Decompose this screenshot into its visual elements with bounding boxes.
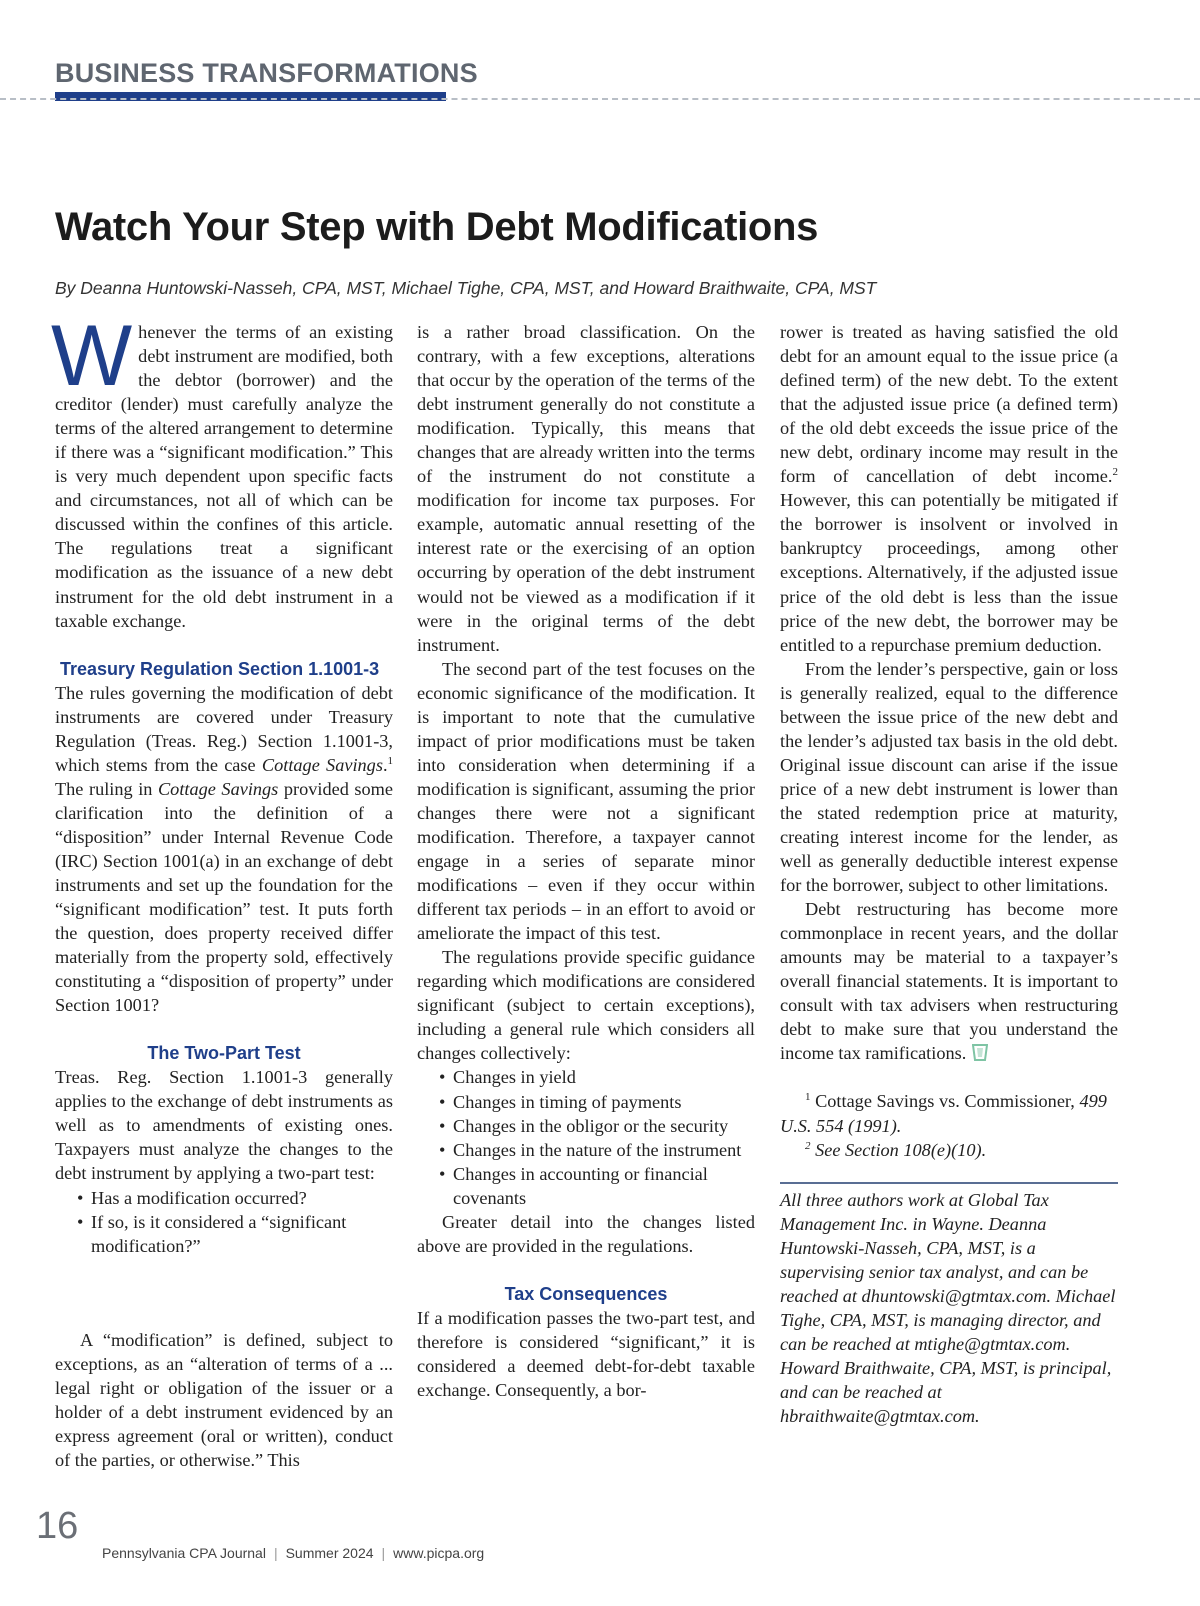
article-title: Watch Your Step with Debt Modifications — [55, 205, 819, 249]
intro-paragraph: Whenever the terms of an existing debt instrument are modified, both the debtor (borrower) and the creditor (lender) must carefully analyze the terms of the altered arrangement to determine if there was a “significant modification.” This is very much dependent upon specific facts and circumstances, not all of which can be discussed within the confines of this article. The regulations treat a significant modification as the issuance of a new debt instrument for the old debt instrument in a taxable exchange. — [51, 308, 393, 631]
subhead-two-part-test: The Two-Part Test — [147, 1043, 301, 1064]
paragraph-modification-definition-start: A “modification” is defined, subject to exceptions, as an “alteration of terms of a ... legal right or obligation of the issuer or a holder of a debt instrument evidenced by an express agreement (oral or written), conduct of the parties, or otherwise.” This — [55, 1330, 393, 1471]
paragraph-modification-definition-end: is a rather broad classification. On the contrary, with a few exceptions, alterations that occur by the operation of the terms of the debt instrument generally do not constitute a modification. Typically, this means that changes that are already written into the terms of the instrument do not constitute a modification for income tax purposes. For example, automatic annual resetting of the interest rate or the exercising of an option occurring by operation of the debt instrument would not be viewed as a modification if it were in the original terms of the debt instrument. — [417, 322, 755, 655]
page-number: 16 — [36, 1505, 79, 1547]
list-item: • Changes in yield — [439, 1065, 755, 1089]
list-item: • Changes in timing of payments — [439, 1090, 755, 1114]
paragraph-greater-detail: Greater detail into the changes listed above are provided in the regulations. — [417, 1211, 755, 1256]
column-3 — [780, 320, 1118, 1428]
publication-name: Pennsylvania CPA Journal — [102, 1545, 266, 1561]
website-link[interactable]: www.picpa.org — [393, 1545, 485, 1561]
test-question-list — [55, 1186, 393, 1258]
paragraph-two-part-test: Treas. Reg. Section 1.1001-3 generally applies to the exchange of debt instruments as well as to amendments of existing ones. Taxpayers must analyze the changes to the debt instrument by applying a two-part test: — [55, 1067, 393, 1184]
paragraph-regulations-guidance: The regulations provide specific guidance regarding which modifications are considered significant (subject to certain exceptions), including a general rule which considers all changes collectively: — [417, 947, 755, 1064]
end-mark-icon — [972, 1044, 988, 1061]
list-item: • Changes in accounting or financial covenants — [439, 1162, 755, 1210]
section-label: BUSINESS TRANSFORMATIONS — [55, 58, 478, 88]
section-dashed-rule — [0, 98, 1200, 100]
subhead-treasury-regulation: Treasury Regulation Section 1.1001-3 — [60, 658, 380, 679]
list-item: • If so, is it considered a “significant modification?” — [77, 1210, 393, 1258]
column-2 — [417, 320, 755, 1402]
column-1-continued — [55, 1328, 393, 1472]
list-item: • Has a modification occurred? — [77, 1186, 393, 1210]
column-1 — [51, 308, 394, 1258]
subhead-tax-consequences: Tax Consequences — [504, 1283, 668, 1304]
footnotes — [780, 1089, 1118, 1161]
paragraph-economic-significance: The second part of the test focuses on the economic significance of the modification. It is important to note that the cumulative impact of prior modifications must be taken into consideration when determining if a modification is significant, assuming the prior changes there were not a significant modification. Therefore, a taxpayer cannot engage in a series of separate minor modifications – even if they occur within different tax periods – in an effort to avoid or ameliorate the impact of this test. — [417, 658, 755, 944]
article-byline: By Deanna Huntowski-Nasseh, CPA, MST, Michael Tighe, CPA, MST, and Howard Braithwaite, CPA, MST — [55, 278, 877, 298]
author-note-rule — [780, 1182, 1118, 1184]
paragraph-lender-perspective: From the lender’s perspective, gain or loss is generally realized, equal to the difference between the issue price of the new debt and the lender’s adjusted tax basis in the old debt. Original issue discount can arise if the issue price of a new debt instrument is lower than the stated redemption price at maturity, creating interest income for the lender, as well as generally deductible interest expense for the borrower, subject to other limitations. — [780, 658, 1118, 896]
author-note: All three authors work at Global Tax Management Inc. in Wayne. Deanna Huntowski-Nasseh, CPA, MST, is a supervising senior tax analyst, and can be reached at dhuntowski@gtmtax.com. Michael Tighe, CPA, MST, is managing director, and can be reached at mtighe@gtmtax.com. Howard Braithwaite, CPA, MST, is principal, and can be reached at hbraithwaite@gtmtax.com. — [780, 1189, 1116, 1427]
changes-list — [417, 1065, 755, 1209]
drop-cap: W — [51, 308, 133, 404]
footer-publication-line: Pennsylvania CPA Journal | Summer 2024 | www.picpa.org — [102, 1545, 485, 1561]
paragraph-conclusion: Debt restructuring has become more commonplace in recent years, and the dollar amounts may be material to a taxpayer’s overall financial statements. It is important to consult with tax advisers when restructuring debt to make sure that you understand the income tax ramifications. — [780, 899, 1118, 1064]
list-item: • Changes in the nature of the instrument — [439, 1138, 755, 1162]
list-item: • Changes in the obligor or the security — [439, 1114, 755, 1138]
footnote-1: $^1$ Cottage Savings vs. Commissioner, 499 U.S. 554 (1991). — [780, 1091, 1107, 1136]
footnote-2: $^2$ See Section 108(e)(10). — [805, 1139, 987, 1160]
paragraph-cottage-savings: The rules governing the modification of debt instruments are covered under Treasury Regulation (Treas. Reg.) Section 1.1001-3, which stems from the case Cottage Savings.$^1$ The ruling in Cottage Savings provided some clarification into the definition of a “disposition” under Internal Revenue Code (IRC) Section 1001(a) in an exchange of debt instruments and set up the foundation for the “significant modification” test. It puts forth the question, does property received differ materially from the property sold, effectively constituting a “disposition of property” under Section 1001? — [55, 682, 394, 1016]
paragraph-tax-consequences-end: rower is treated as having satisfied the old debt for an amount equal to the issue price (a defined term) of the new debt. To the extent that the adjusted issue price (a defined term) of the old debt exceeds the issue price of the new debt, ordinary income may result in the form of cancellation of debt income.$^2$ However, this can potentially be mitigated if the borrower is insolvent or involved in bankruptcy proceedings, among other exceptions. Alternatively, if the adjusted issue price of the old debt is less than the issue price of the new debt, the borrower may be entitled to a repurchase premium deduction. — [780, 322, 1118, 655]
issue-date: Summer 2024 — [285, 1545, 374, 1561]
paragraph-tax-consequences-start: If a modification passes the two-part test, and therefore is considered “significant,” it is considered a deemed debt-for-debt taxable exchange. Consequently, a bor- — [417, 1307, 755, 1400]
